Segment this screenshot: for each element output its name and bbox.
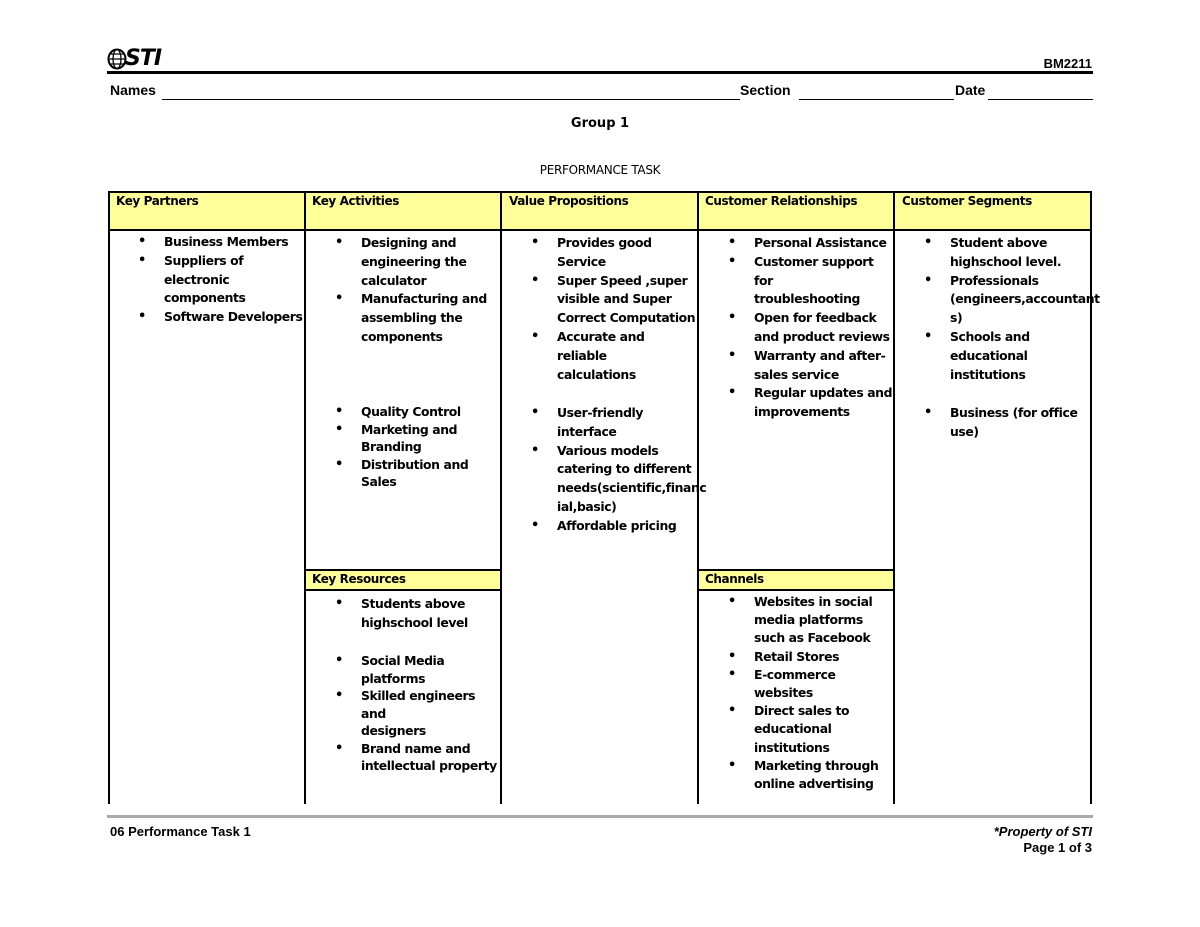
list-item: • Marketing through online advertising [726,757,894,793]
footer-right [994,824,1092,856]
customer-segments-list [922,234,1100,384]
list-item: • Professionals (engineers,accountant s) [922,272,1090,328]
key-resources-header: Key Resources [304,571,501,591]
list-item: • Warranty and after- sales service [726,347,894,385]
task-title: PERFORMANCE TASK [539,163,661,177]
channels-header: Channels [697,571,894,591]
logo-text: STI [125,46,162,71]
list-item: • Super Speed ,super visible and Super Correct Computation [529,272,697,328]
group-title: Group 1 [570,116,630,131]
list-item: • Quality Control [333,403,501,421]
section-field[interactable] [799,99,954,100]
footer-rule [107,815,1093,818]
key-activities-header: Key Activities [304,191,501,231]
key-resources-top-border [304,569,501,571]
list-item: • Personal Assistance [726,234,894,253]
key-partners-list [136,233,304,327]
footer-document-name: 06 Performance Task 1 [110,824,251,839]
list-item: • Suppliers of electronic components [136,252,304,308]
list-item: • Schools and educational institutions [922,328,1090,384]
list-item: • Various models catering to different needs(scientific,financ ial,basic) [529,442,697,517]
names-label: Names [110,82,156,98]
customer-relationships-list [726,234,894,422]
list-item: • Retail Stores [726,648,894,666]
key-partners-header: Key Partners [108,191,304,231]
property-notice: *Property of STI [993,824,1092,839]
value-propositions-list [529,234,697,384]
channels-top-border [697,569,894,571]
customer-segments-header: Customer Segments [894,191,1092,231]
list-item: • Software Developers [136,308,304,327]
key-resources-header-border [304,589,501,591]
list-item: • Designing and engineering the calculator [333,234,501,290]
customer-segments-list-2 [922,404,1090,442]
list-item: • Social Media platforms [333,652,501,687]
canvas-top-border [108,191,1092,193]
list-item: • Affordable pricing [529,517,697,536]
names-row [110,82,1093,102]
list-item: • Student above highschool level. [922,234,1090,272]
list-item: • Provides good Service [529,234,697,272]
column-divider [304,191,306,804]
names-field[interactable] [162,99,740,100]
column-divider [1090,191,1092,804]
list-item: • Customer support for troubleshooting [726,253,894,309]
value-propositions-list-2 [529,404,707,536]
channels-header-border [697,589,894,591]
key-resources-list [333,595,501,633]
list-item: • Manufacturing and assembling the components [333,290,501,346]
business-model-canvas [108,191,1100,804]
list-item: • Brand name and intellectual property [333,740,501,775]
list-item: • Websites in social media platforms such as Facebook [726,593,894,648]
list-item: • Business (for office use) [922,404,1090,442]
list-item: • Open for feedback and product reviews [726,309,894,347]
document-code: BM2211 [1043,56,1092,71]
list-item: • Business Members [136,233,304,252]
list-item: • Students above highschool level [333,595,501,633]
column-divider [108,191,110,804]
date-field[interactable] [988,99,1093,100]
customer-relationships-header: Customer Relationships [697,191,894,231]
list-item: • Marketing and Branding [333,421,501,456]
sti-logo [107,46,167,72]
channels-list [726,593,894,793]
header-bottom-border [108,229,1092,231]
key-resources-list-2 [333,652,501,775]
list-item: • E-commerce websites [726,666,894,702]
value-propositions-header: Value Propositions [501,191,697,231]
date-label: Date [955,82,986,98]
list-item: • Direct sales to educational institutions [726,702,894,757]
list-item: • Skilled engineers and designers [333,687,501,740]
page-number: Page 1 of 3 [1023,840,1092,855]
list-item: • Regular updates and improvements [726,384,894,422]
section-label: Section [740,82,791,98]
list-item: • Distribution and Sales [333,456,501,491]
key-activities-list-2 [333,403,501,491]
header-rule [107,71,1093,74]
list-item: • Accurate and reliable calculations [529,328,697,384]
key-activities-list [333,234,501,347]
globe-icon [107,48,127,70]
list-item: • User-friendly interface [529,404,697,442]
